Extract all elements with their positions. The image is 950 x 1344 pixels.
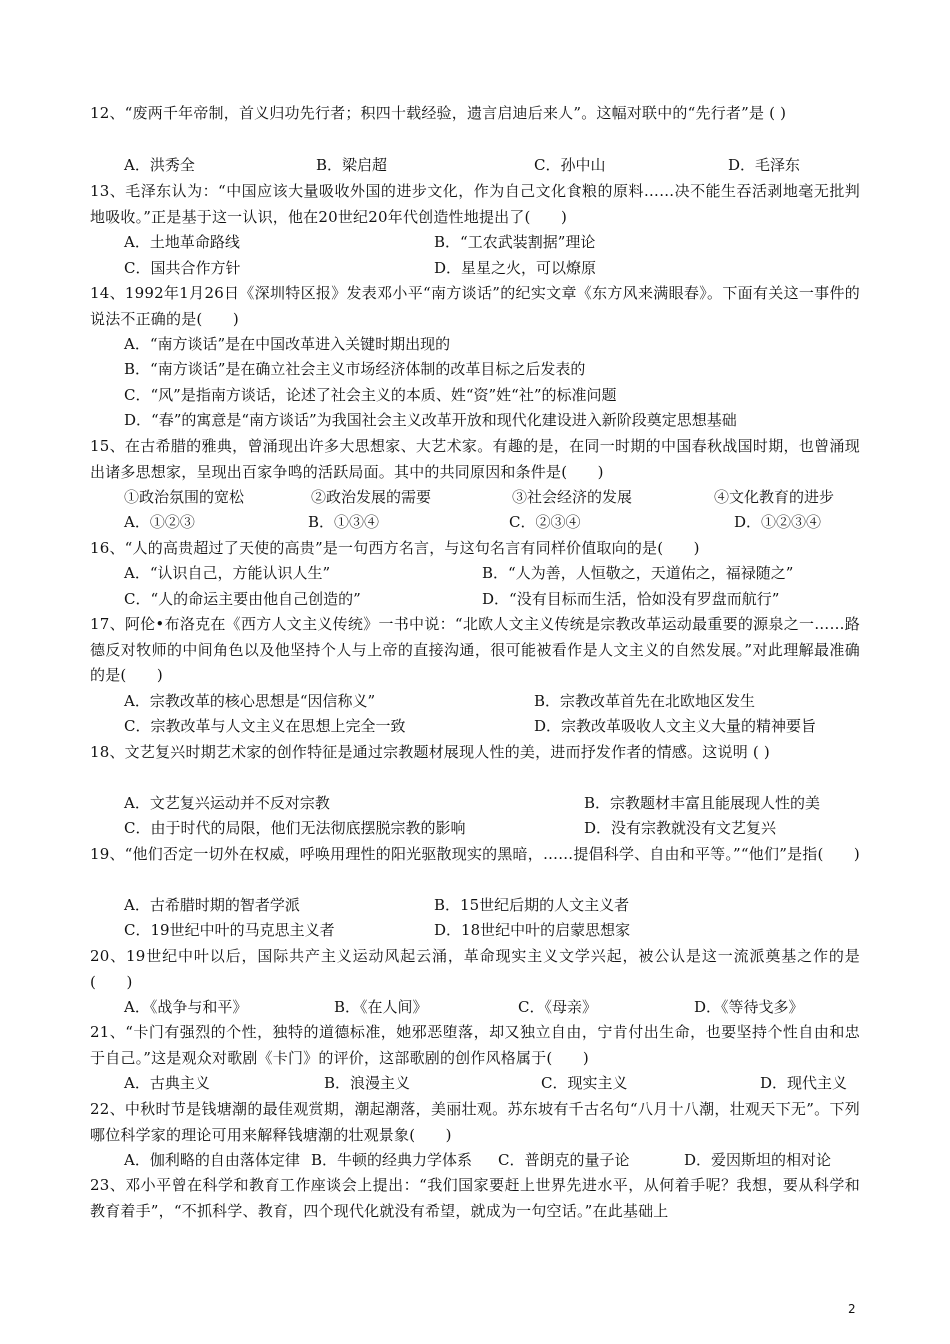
option-c: C．②③④ bbox=[509, 513, 581, 531]
option-c: C．《母亲》 bbox=[518, 998, 597, 1016]
option-c: C．孙中山 bbox=[534, 156, 606, 174]
option-b: B．《在人间》 bbox=[334, 998, 428, 1016]
option-b: B．“人为善，人恒敬之，天道佑之，福禄随之” bbox=[482, 564, 794, 582]
option-d: D．爱因斯坦的相对论 bbox=[684, 1151, 832, 1169]
question-14-option-b: B．“南方谈话”是在确立社会主义市场经济体制的改革目标之后发表的 bbox=[124, 360, 586, 378]
question-16-stem: 16、“人的高贵超过了天使的高贵”是一句西方名言，与这句名言有同样价值取向的是( ) bbox=[90, 539, 700, 557]
question-14-option-d: D．“春”的寓意是“南方谈话”为我国社会主义改革开放和现代化建设进入新阶段奠定思想基础 bbox=[124, 411, 737, 429]
option-a: A．文艺复兴运动并不反对宗教 bbox=[124, 794, 330, 812]
option-b: B．浪漫主义 bbox=[324, 1074, 411, 1092]
item-4: ④文化教育的进步 bbox=[714, 488, 835, 506]
option-d: D．宗教改革吸收人文主义大量的精神要旨 bbox=[534, 717, 817, 735]
question-17-stem: 17、阿伦•布洛克在《西方人文主义传统》一书中说：“北欧人文主义传统是宗教改革运动最重要的源泉之一……路德反对牧师的中间角色以及他坚持个人与上帝的直接沟通，很可能被看作是人文主义的自然发展。”对此理解最准确的是( ) bbox=[90, 615, 860, 684]
option-c: C．现实主义 bbox=[541, 1074, 628, 1092]
option-d: D．《等待戈多》 bbox=[694, 998, 804, 1016]
item-2: ②政治发展的需要 bbox=[311, 488, 432, 506]
question-14-stem: 14、1992年1月26日《深圳特区报》发表邓小平“南方谈话”的纪实文章《东方风来满眼春》。下面有关这一事件的说法不正确的是( ) bbox=[90, 284, 860, 328]
option-d: D．没有宗教就没有文艺复兴 bbox=[584, 819, 777, 837]
option-d: D．毛泽东 bbox=[728, 156, 801, 174]
option-a: A．洪秀全 bbox=[124, 156, 195, 174]
question-22-stem: 22、中秋时节是钱塘潮的最佳观赏期，潮起潮落，美丽壮观。苏东坡有千古名句“八月十八潮，壮观天下无”。下列哪位科学家的理论可用来解释钱塘潮的壮观景象( ) bbox=[90, 1100, 860, 1144]
option-b: B．①③④ bbox=[308, 513, 380, 531]
option-c: C．国共合作方针 bbox=[124, 259, 241, 277]
option-b: B．“工农武装割据”理论 bbox=[434, 233, 596, 251]
option-d: D．星星之火，可以燎原 bbox=[434, 259, 597, 277]
question-21-stem: 21、“卡门有强烈的个性，独特的道德标准，她邪恶堕落，却又独立自由，宁肯付出生命，也要坚持个性自由和忠于自己。”这是观众对歌剧《卡门》的评价，这部歌剧的创作风格属于( ) bbox=[90, 1023, 860, 1067]
option-d: D．现代主义 bbox=[760, 1074, 848, 1092]
option-b: B．梁启超 bbox=[316, 156, 388, 174]
page-number: 2 bbox=[848, 1302, 856, 1316]
option-b: B．15世纪后期的人文主义者 bbox=[434, 896, 630, 914]
option-c: C．由于时代的局限，他们无法彻底摆脱宗教的影响 bbox=[124, 819, 466, 837]
option-b: B．宗教改革首先在北欧地区发生 bbox=[534, 692, 756, 710]
option-a: A．土地革命路线 bbox=[124, 233, 240, 251]
option-a: A．古希腊时期的智者学派 bbox=[124, 896, 300, 914]
option-a: A．伽利略的自由落体定律 bbox=[124, 1151, 300, 1169]
question-18-stem: 18、文艺复兴时期艺术家的创作特征是通过宗教题材展现人性的美，进而抒发作者的情感。这说明 ( ) bbox=[90, 743, 770, 761]
option-c: C．宗教改革与人文主义在思想上完全一致 bbox=[124, 717, 406, 735]
option-c: C．19世纪中叶的马克思主义者 bbox=[124, 921, 335, 939]
item-1: ①政治氛围的宽松 bbox=[124, 488, 245, 506]
question-20-stem: 20、19世纪中叶以后，国际共产主义运动风起云涌，革命现实主义文学兴起，被公认是这一流派奠基之作的是( ) bbox=[90, 947, 860, 991]
question-13-stem: 13、毛泽东认为：“中国应该大量吸收外国的进步文化，作为自己文化食粮的原料……决不能生吞活剥地毫无批判地吸收。”正是基于这一认识，他在20世纪20年代创造性地提出了( ) bbox=[90, 182, 860, 226]
option-c: C．普朗克的量子论 bbox=[498, 1151, 630, 1169]
option-a: A．“认识自己，方能认识人生” bbox=[124, 564, 331, 582]
question-14-option-c: C．“风”是指南方谈话，论述了社会主义的本质、姓“资”姓“社”的标准问题 bbox=[124, 386, 617, 404]
question-15-stem: 15、在古希腊的雅典，曾涌现出许多大思想家、大艺术家。有趣的是，在同一时期的中国春秋战国时期，也曾涌现出诸多思想家，呈现出百家争鸣的活跃局面。其中的共同原因和条件是( ) bbox=[90, 437, 860, 481]
option-b: B．牛顿的经典力学体系 bbox=[311, 1151, 473, 1169]
question-14-option-a: A．“南方谈话”是在中国改革进入关键时期出现的 bbox=[124, 335, 451, 353]
option-a: A．①②③ bbox=[124, 513, 195, 531]
question-23-stem: 23、邓小平曾在科学和教育工作座谈会上提出：“我们国家要赶上世界先进水平，从何着手呢？我想，要从科学和教育着手”，“不抓科学、教育，四个现代化就没有希望，就成为一句空话。”在此基础上 bbox=[90, 1176, 860, 1220]
option-a: A．宗教改革的核心思想是“因信称义” bbox=[124, 692, 376, 710]
option-d: D．“没有目标而生活，恰如没有罗盘而航行” bbox=[482, 590, 780, 608]
option-d: D．①②③④ bbox=[734, 513, 822, 531]
question-12-stem: 12、“废两千年帝制，首义归功先行者；积四十载经验，遗言启迪后来人”。这幅对联中的“先行者”是 ( ) bbox=[90, 104, 787, 122]
option-c: C．“人的命运主要由他自己创造的” bbox=[124, 590, 361, 608]
item-3: ③社会经济的发展 bbox=[512, 488, 633, 506]
option-b: B．宗教题材丰富且能展现人性的美 bbox=[584, 794, 821, 812]
option-a: A．古典主义 bbox=[124, 1074, 210, 1092]
question-19-stem: 19、“他们否定一切外在权威，呼唤用理性的阳光驱散现实的黑暗，……提倡科学、自由和平等。”“他们”是指( ) bbox=[90, 845, 860, 863]
option-a: A．《战争与和平》 bbox=[124, 998, 248, 1016]
option-d: D．18世纪中叶的启蒙思想家 bbox=[434, 921, 631, 939]
